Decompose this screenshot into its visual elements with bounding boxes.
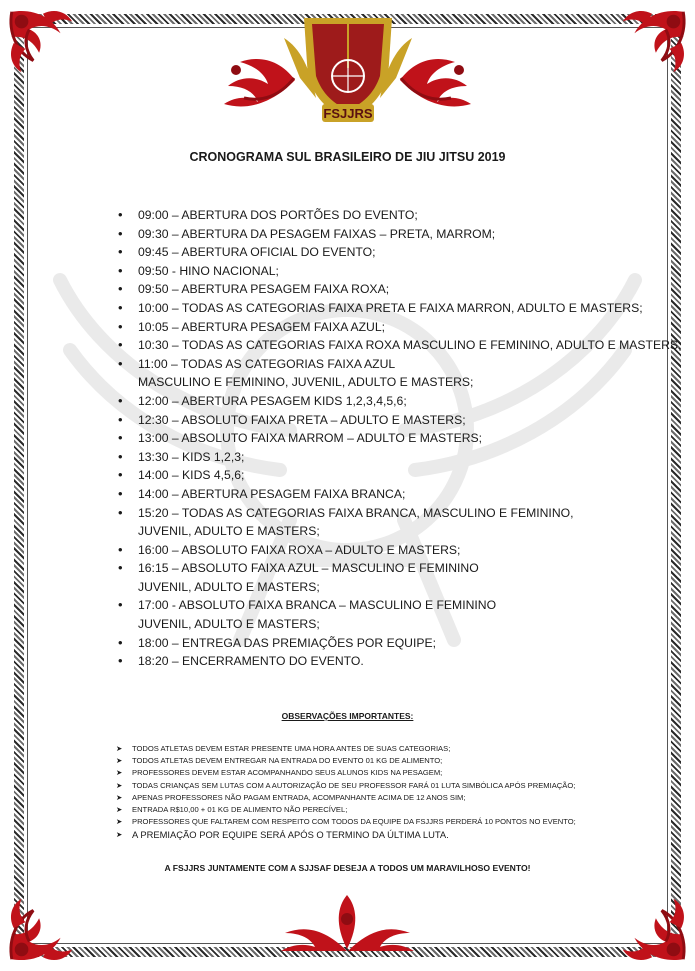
schedule-text: 13:00 – ABSOLUTO FAIXA MARROM – ADULTO E MASTERS; <box>138 431 483 446</box>
corner-ornament-icon <box>4 4 82 82</box>
list-item <box>118 280 658 299</box>
notes-list <box>116 743 636 841</box>
note-item <box>116 767 636 779</box>
note-text: TODAS CRIANÇAS SEM LUTAS COM A AUTORIZAÇÃO DE SEU PROFESSOR FARÁ 01 LUTA SIMBÓLICA APÓS PREMIAÇÃO; <box>132 780 576 790</box>
schedule-continuation: MASCULINO E FEMININO, JUVENIL, ADULTO E MASTERS; <box>138 375 474 390</box>
corner-ornament-icon <box>613 889 691 967</box>
fsjjrs-logo <box>280 8 416 132</box>
list-item <box>118 206 658 225</box>
list-item <box>118 448 658 467</box>
note-text: TODOS ATLETAS DEVEM ESTAR PRESENTE UMA HORA ANTES DE SUAS CATEGORIAS; <box>132 744 451 753</box>
list-item <box>118 429 658 448</box>
note-text: ENTRADA R$10,00 + 01 KG DE ALIMENTO NÃO PERECÍVEL; <box>132 805 348 815</box>
list-item <box>118 596 658 633</box>
schedule-text: 09:50 – ABERTURA PESAGEM FAIXA ROXA; <box>138 282 390 297</box>
list-item <box>118 652 658 671</box>
logo-text: FSJJRS <box>323 106 373 121</box>
list-item <box>118 541 658 560</box>
schedule-text: 10:30 – TODAS AS CATEGORIAS FAIXA ROXA MASCULINO E FEMININO, ADULTO E MASTERS; <box>138 338 682 353</box>
list-item <box>118 466 658 485</box>
list-item <box>118 243 658 262</box>
note-item <box>116 743 636 755</box>
schedule-text: 09:45 – ABERTURA OFICIAL DO EVENTO; <box>138 245 376 260</box>
schedule-text: 11:00 – TODAS AS CATEGORIAS FAIXA AZUL <box>138 356 396 371</box>
note-item <box>116 780 636 792</box>
list-item <box>118 634 658 653</box>
list-item <box>118 485 658 504</box>
note-text: PROFESSORES DEVEM ESTAR ACOMPANHANDO SEUS ALUNOS KIDS NA PESAGEM; <box>132 768 443 778</box>
schedule-text: 15:20 – TODAS AS CATEGORIAS FAIXA BRANCA, MASCULINO E FEMININO, <box>138 505 574 520</box>
note-item <box>116 816 636 828</box>
corner-ornament-icon <box>4 889 82 967</box>
schedule-text: 12:00 – ABERTURA PESAGEM KIDS 1,2,3,4,5,6; <box>138 393 407 408</box>
note-item <box>116 792 636 804</box>
closing-message: A FSJJRS JUNTAMENTE COM A SJJSAF DESEJA A TODOS UM MARAVILHOSO EVENTO! <box>164 863 531 873</box>
note-text: PROFESSORES QUE FALTAREM COM RESPEITO COM TODOS DA EQUIPE DA FSJJRS PERDERÁ 10 PONTOS NO EVENTO; <box>132 817 576 827</box>
note-item <box>116 828 636 841</box>
schedule-text: 18:20 – ENCERRAMENTO DO EVENTO. <box>138 654 364 669</box>
schedule-text: 10:05 – ABERTURA PESAGEM FAIXA AZUL; <box>138 319 386 334</box>
schedule-text: 18:00 – ENTREGA DAS PREMIAÇÕES POR EQUIPE; <box>138 635 437 650</box>
note-text: A PREMIAÇÃO POR EQUIPE SERÁ APÓS O TERMINO DA ÚLTIMA LUTA. <box>132 829 449 841</box>
list-item <box>118 299 658 318</box>
note-text: APENAS PROFESSORES NÃO PAGAM ENTRADA, ACOMPANHANTE ACIMA DE 12 ANOS SIM; <box>132 792 466 802</box>
schedule-text: 09:30 – ABERTURA DA PESAGEM FAIXAS – PRETA, MARROM; <box>138 226 496 241</box>
schedule-text: 09:00 – ABERTURA DOS PORTÕES DO EVENTO; <box>138 208 418 222</box>
schedule-list <box>118 206 682 671</box>
schedule-text: 14:00 – KIDS 4,5,6; <box>138 468 245 483</box>
note-text: TODOS ATLETAS DEVEM ENTREGAR NA ENTRADA DO EVENTO 01 KG DE ALIMENTO; <box>132 756 443 766</box>
schedule-text: 16:00 – ABSOLUTO FAIXA ROXA – ADULTO E MASTERS; <box>138 542 461 557</box>
bottom-flourish-icon <box>275 889 420 959</box>
list-item <box>118 559 658 596</box>
schedule-text: 17:00 - ABSOLUTO FAIXA BRANCA – MASCULINO E FEMININO <box>138 598 497 613</box>
note-item <box>116 804 636 816</box>
list-item <box>118 318 658 337</box>
observations-heading: OBSERVAÇÕES IMPORTANTES: <box>281 711 414 721</box>
list-item <box>118 225 658 244</box>
page-title: CRONOGRAMA SUL BRASILEIRO DE JIU JITSU 2019 <box>189 150 506 164</box>
schedule-text: 14:00 – ABERTURA PESAGEM FAIXA BRANCA; <box>138 486 406 501</box>
schedule-continuation: JUVENIL, ADULTO E MASTERS; <box>138 617 320 632</box>
list-item <box>118 411 658 430</box>
list-item <box>118 262 658 281</box>
corner-ornament-icon <box>613 4 691 82</box>
list-item <box>118 336 682 355</box>
list-item <box>118 355 658 392</box>
schedule-text: 13:30 – KIDS 1,2,3; <box>138 449 245 464</box>
schedule-text: 12:30 – ABSOLUTO FAIXA PRETA – ADULTO E MASTERS; <box>138 412 466 427</box>
schedule-continuation: JUVENIL, ADULTO E MASTERS; <box>138 524 320 539</box>
note-item <box>116 755 636 767</box>
list-item <box>118 392 658 411</box>
list-item <box>118 504 658 541</box>
schedule-text: 09:50 - HINO NACIONAL; <box>138 263 279 278</box>
schedule-continuation: JUVENIL, ADULTO E MASTERS; <box>138 579 320 594</box>
schedule-text: 16:15 – ABSOLUTO FAIXA AZUL – MASCULINO E FEMININO <box>138 561 479 576</box>
schedule-text: 10:00 – TODAS AS CATEGORIAS FAIXA PRETA E FAIXA MARRON, ADULTO E MASTERS; <box>138 300 643 315</box>
